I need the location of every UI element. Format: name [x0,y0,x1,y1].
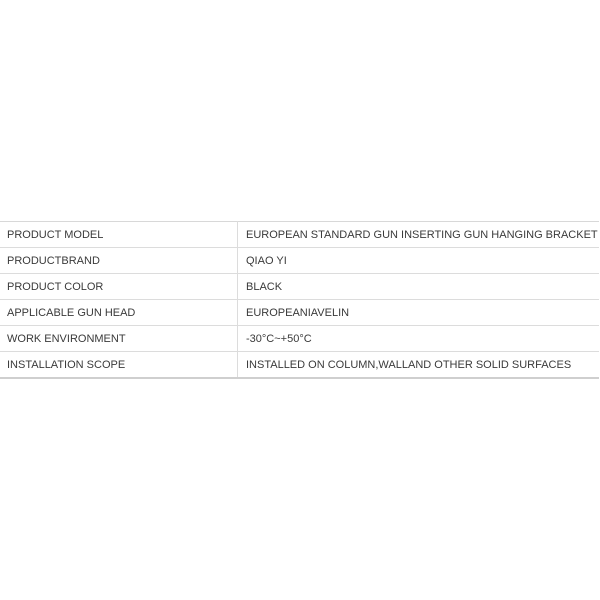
spec-value-product-brand: QIAO YI [238,248,600,274]
spec-table-body [0,222,599,379]
spec-label-work-environment: WORK ENVIRONMENT [0,326,238,352]
spec-value-product-model: EUROPEAN STANDARD GUN INSERTING GUN HANGING BRACKET [238,222,600,248]
spec-label-product-brand: PRODUCTBRAND [0,248,238,274]
product-spec-table [0,221,599,379]
table-row [0,274,599,300]
spec-label-applicable-gun-head: APPLICABLE GUN HEAD [0,300,238,326]
spec-value-product-color: BLACK [238,274,600,300]
spec-value-installation-scope: INSTALLED ON COLUMN,WALLAND OTHER SOLID SURFACES [238,352,600,379]
table-row [0,222,599,248]
spec-value-applicable-gun-head: EUROPEANIAVELIN [238,300,600,326]
table-row [0,300,599,326]
table-row [0,352,599,379]
table-row [0,326,599,352]
spec-label-installation-scope: INSTALLATION SCOPE [0,352,238,379]
spec-label-product-model: PRODUCT MODEL [0,222,238,248]
spec-value-work-environment: -30°C~+50°C [238,326,600,352]
spec-label-product-color: PRODUCT COLOR [0,274,238,300]
table-row [0,248,599,274]
